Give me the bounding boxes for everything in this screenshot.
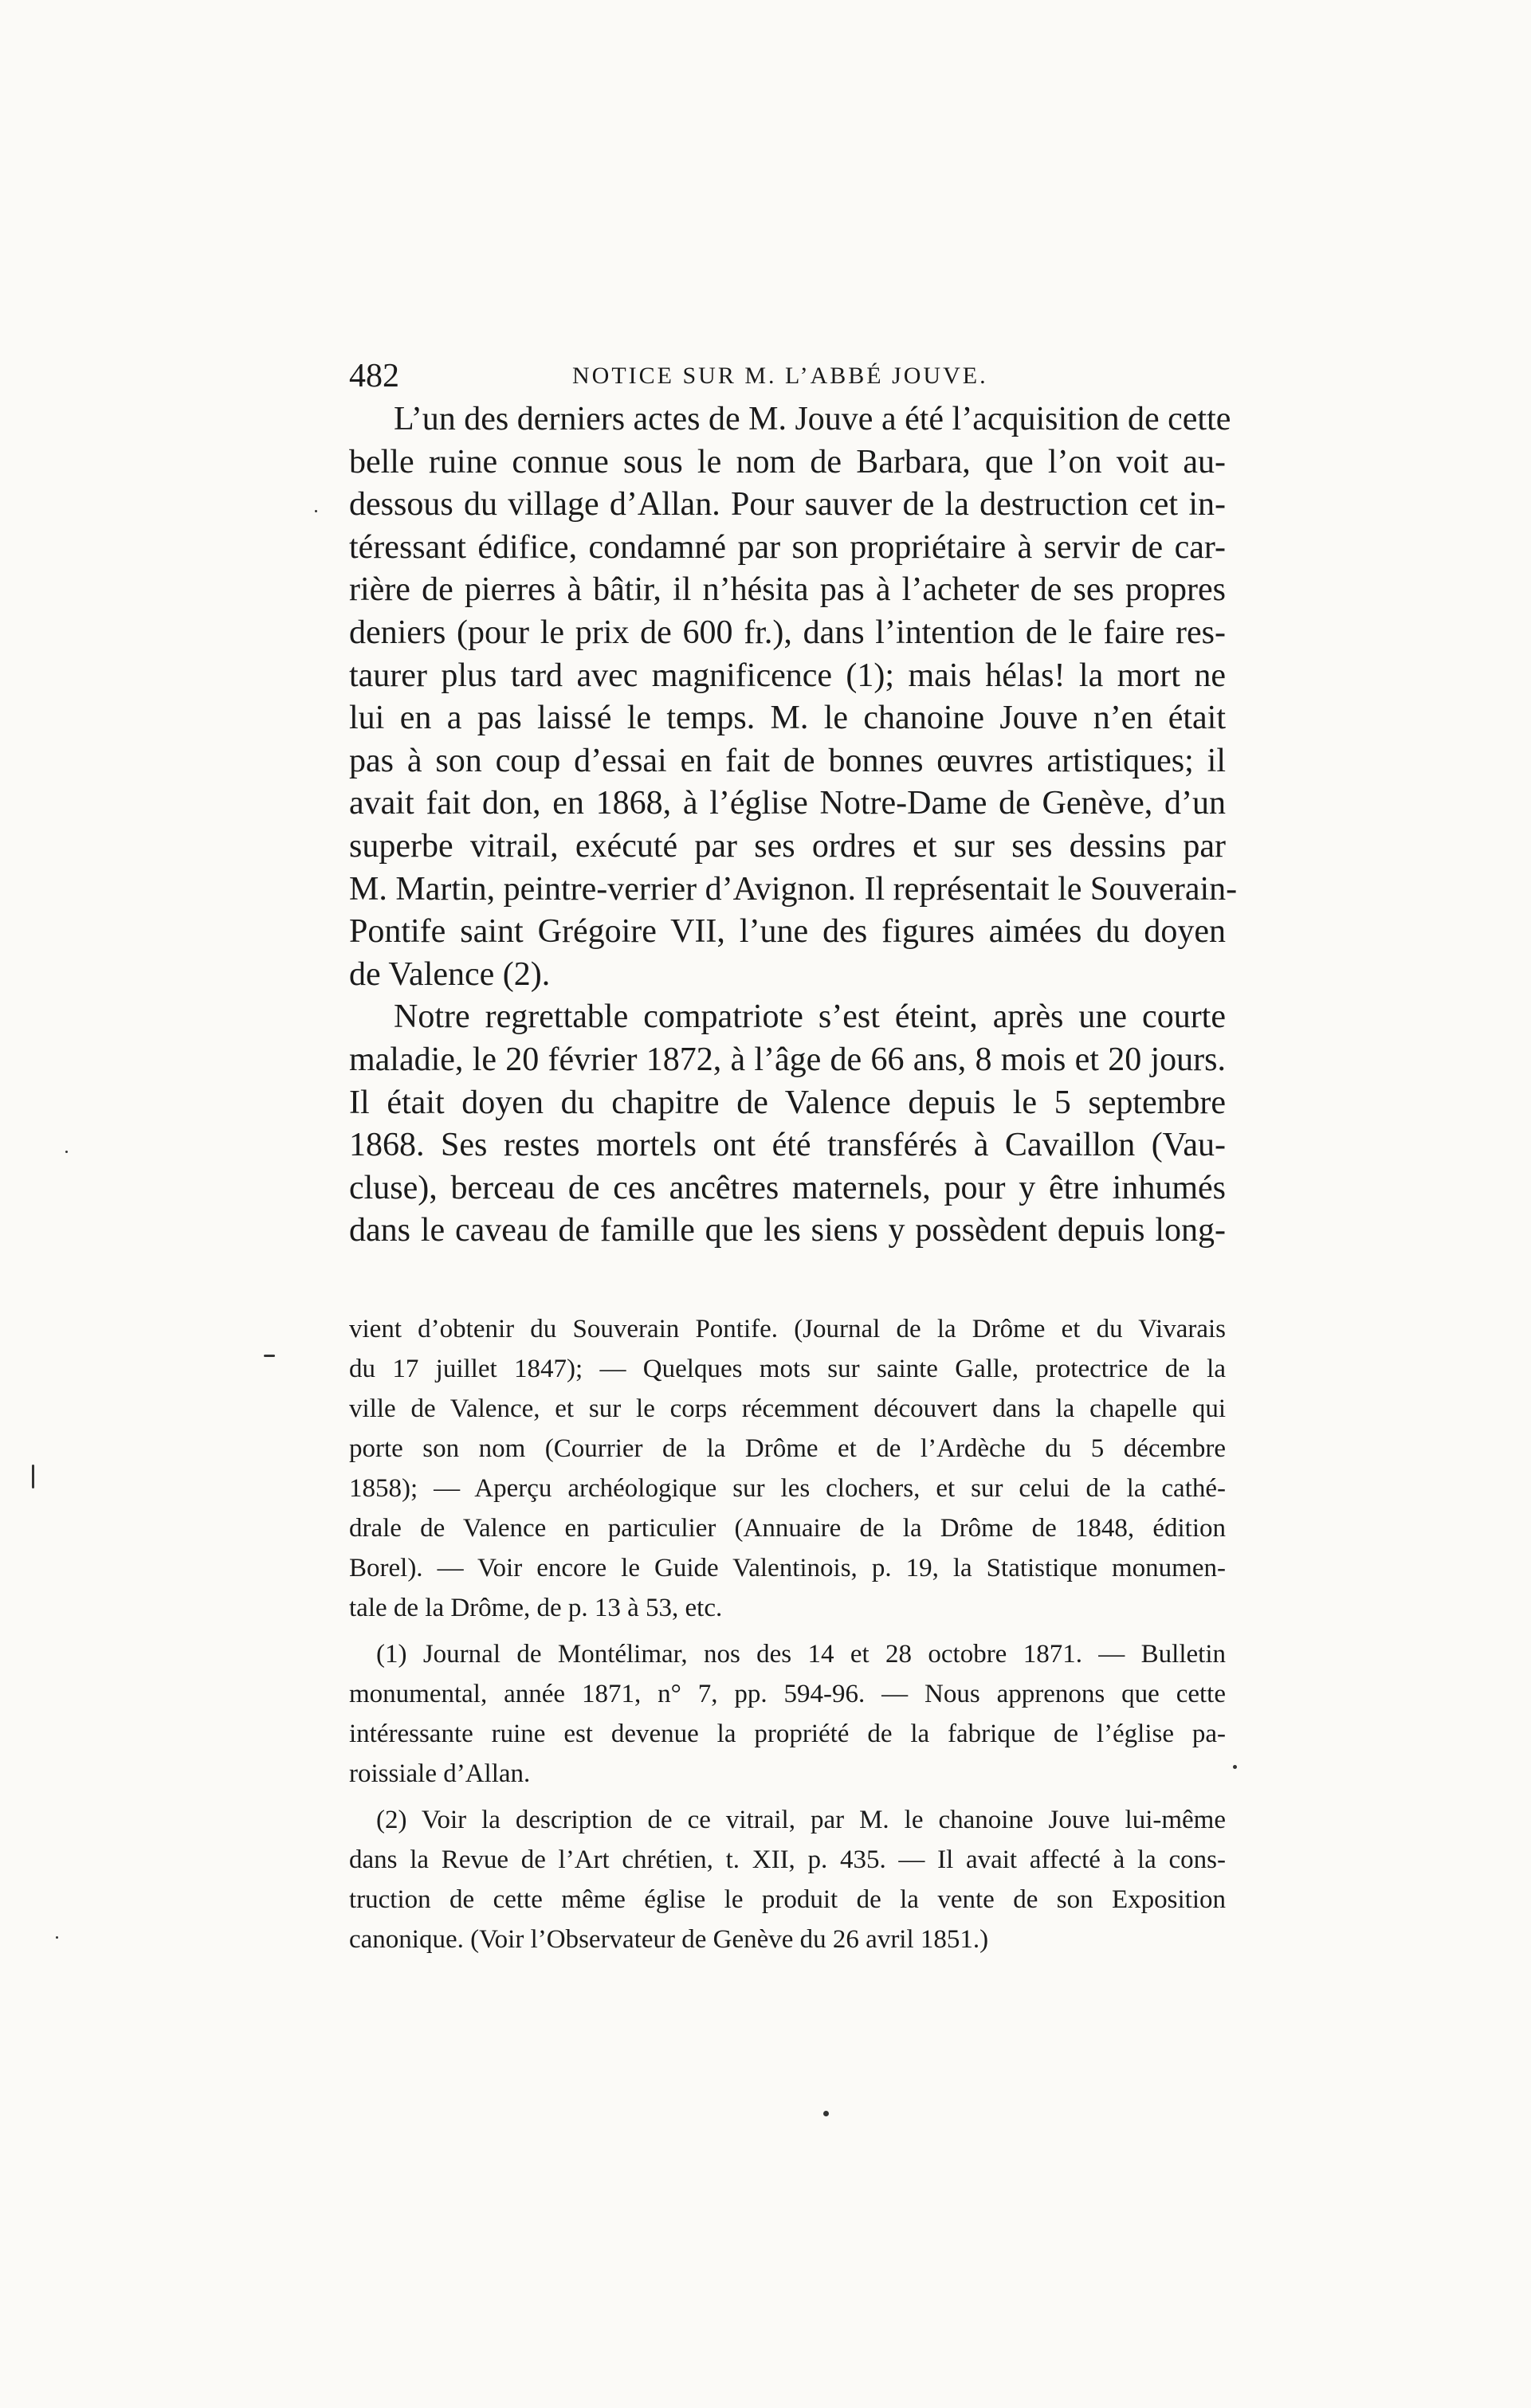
footnote-line: vient d’obtenir du Souverain Pontife. (Journal de la Drôme et du Vivarais [349,1315,1226,1343]
footnote-gap [349,1794,1226,1800]
footnote-line: intéressante ruine est devenue la propriété de la fabrique de l’église pa- [349,1720,1226,1748]
scan-speck [65,1151,68,1153]
running-head [349,352,1226,400]
text-line: cluse), berceau de ces ancêtres maternels, pour y être inhumés [349,1169,1226,1206]
scan-speck [315,510,317,512]
text-line: pas à son coup d’essai en fait de bonnes œuvres artistiques; il [349,742,1226,779]
footnote-line: dans la Revue de l’Art chrétien, t. XII, p. 435. — Il avait affecté à la cons- [349,1845,1226,1874]
text-line: deniers (pour le prix de 600 fr.), dans l’intention de le faire res- [349,614,1226,651]
scan-speck [823,2111,829,2116]
footnote-gap [349,1628,1226,1634]
scan-speck [264,1355,275,1357]
footnote-2 [349,1800,1226,1959]
footnote-line: (1) Journal de Montélimar, nos des 14 et 28 octobre 1871. — Bulletin [376,1640,1226,1669]
footnote-line: porte son nom (Courrier de la Drôme et de l’Ardèche du 5 décembre [349,1434,1226,1463]
scan-speck [32,1465,34,1488]
text-line: maladie, le 20 février 1872, à l’âge de 66 ans, 8 mois et 20 jours. [349,1041,1226,1078]
footnotes [349,1309,1226,1959]
text-line: belle ruine connue sous le nom de Barbara, que l’on voit au- [349,443,1226,480]
footnote-line: truction de cette même église le produit de la vente de son Exposition [349,1885,1226,1914]
footnote-line: tale de la Drôme, de p. 13 à 53, etc. [349,1594,723,1622]
footnote-line: (2) Voir la description de ce vitrail, par M. le chanoine Jouve lui-même [376,1806,1226,1834]
scan-speck [56,1936,58,1939]
running-title: NOTICE SUR M. L’ABBÉ JOUVE. [572,363,988,389]
text-line: téressant édifice, condamné par son propriétaire à servir de car- [349,528,1226,566]
main-text [349,398,1238,1253]
footnote-line: roissiale d’Allan. [349,1759,531,1788]
text-line: dans le caveau de famille que les siens y possèdent depuis long- [349,1212,1226,1249]
text-line: L’un des derniers actes de M. Jouve a été l’acquisition de cette [394,401,1231,437]
text-line: superbe vitrail, exécuté par ses ordres et sur ses dessins par [349,827,1226,865]
footnote-line: 1858); — Aperçu archéologique sur les clochers, et sur celui de la cathé- [349,1474,1226,1503]
footnote-1 [349,1634,1226,1794]
footnote-line: canonique. (Voir l’Observateur de Genève du 26 avril 1851.) [349,1925,989,1954]
text-line: lui en a pas laissé le temps. M. le chanoine Jouve n’en était [349,700,1226,737]
footnote-line: Borel). — Voir encore le Guide Valentinois, p. 19, la Statistique monumen- [349,1554,1226,1582]
footnote-continuation [349,1309,1226,1628]
scan-speck [1233,1765,1237,1769]
text-line: 1868. Ses restes mortels ont été transférés à Cavaillon (Vau- [349,1127,1226,1164]
footnote-line: drale de Valence en particulier (Annuaire de la Drôme de 1848, édition [349,1514,1226,1543]
footnote-line: du 17 juillet 1847); — Quelques mots sur sainte Galle, protectrice de la [349,1355,1226,1383]
text-line: Il était doyen du chapitre de Valence depuis le 5 septembre [349,1084,1226,1121]
text-line: Notre regrettable compatriote s’est éteint, après une courte [394,998,1226,1036]
text-line: avait fait don, en 1868, à l’église Notre-Dame de Genève, d’un [349,785,1226,822]
text-line: taurer plus tard avec magnificence (1); mais hélas! la mort ne [349,657,1226,694]
text-line: M. Martin, peintre-verrier d’Avignon. Il représentait le Souverain- [349,870,1238,908]
text-line: dessous du village d’Allan. Pour sauver de la destruction cet in- [349,486,1226,524]
footnote-line: monumental, année 1871, n° 7, pp. 594-96. — Nous apprenons que cette [349,1680,1226,1708]
footnote-line: ville de Valence, et sur le corps récemment découvert dans la chapelle qui [349,1394,1226,1423]
text-line: de Valence (2). [349,955,551,993]
page-number: 482 [349,358,399,394]
text-line: Pontife saint Grégoire VII, l’une des figures aimées du doyen [349,913,1226,951]
text-line: rière de pierres à bâtir, il n’hésita pas à l’acheter de ses propres [349,571,1226,609]
